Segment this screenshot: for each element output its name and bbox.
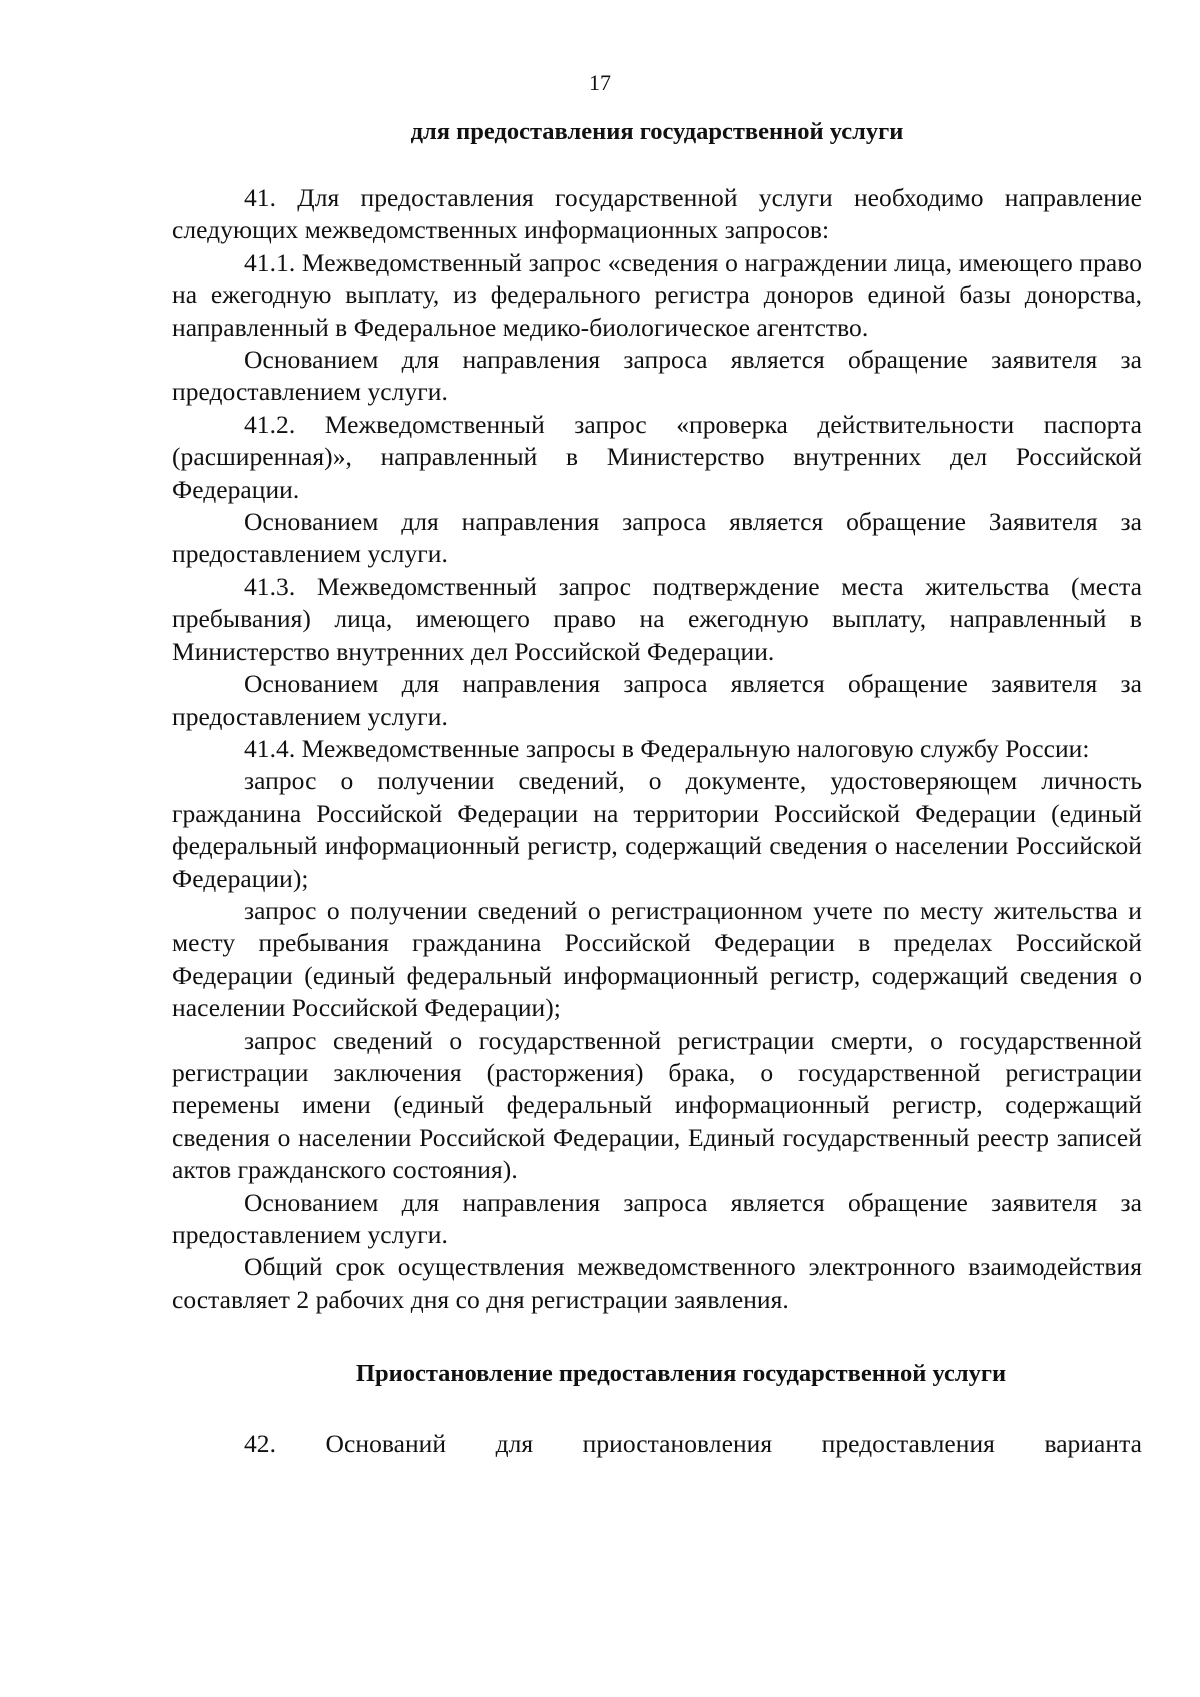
paragraph-41-3: 41.3. Межведомственный запрос подтверждение места жительства (места пребывания) лица, имеющего право на ежегодную выплату, направленный в Министерство внутренних дел Российской Федерации. <box>172 571 1142 666</box>
paragraph-total-term: Общий срок осуществления межведомственного электронного взаимодействия составляет 2 рабочих дня со дня регистрации заявления. <box>172 1252 1142 1314</box>
paragraph-41-4-request-3: запрос сведений о государственной регистрации смерти, о государственной регистрации заключения (расторжения) брака, о государственной регистрации перемены имени (единый федеральный информационный регистр, содержащий сведения о населении Российской Федерации, Единый государственный реестр записей актов гражданского состояния). <box>172 1025 1142 1185</box>
paragraph-41-3-basis: Основанием для направления запроса является обращение заявителя за предоставлением услуги. <box>172 669 1142 731</box>
page-number: 17 <box>589 70 611 95</box>
paragraph-41-2: 41.2. Межведомственный запрос «проверка действительности паспорта (расширенная)», направленный в Министерство внутренних дел Российской Федерации. <box>172 409 1142 504</box>
paragraph-42: 42. Оснований для приостановления предоставления варианта <box>244 1429 1142 1459</box>
paragraph-41-1: 41.1. Межведомственный запрос «сведения о награждении лица, имеющего право на ежегодную выплату, из федерального регистра доноров единой базы донорства, направленный в Федеральное медико-биологическое агентство. <box>172 247 1142 342</box>
section-heading-top: для предоставления государственной услуги <box>410 118 904 145</box>
paragraph-41-1-basis: Основанием для направления запроса является обращение заявителя за предоставлением услуги. <box>172 345 1142 407</box>
paragraph-41-4-request-1: запрос о получении сведений, о документе, удостоверяющем личность гражданина Российской Федерации на территории Российской Федерации (единый федеральный информационный регистр, содержащий сведения о населении Российской Федерации); <box>172 766 1142 893</box>
paragraph-41-4: 41.4. Межведомственные запросы в Федеральную налоговую службу России: <box>244 733 1090 763</box>
section-heading-suspension: Приостановление предоставления государственной услуги <box>355 1360 1007 1388</box>
document-body <box>172 116 1142 1461</box>
paragraph-41-4-basis: Основанием для направления запроса является обращение заявителя за предоставлением услуги. <box>172 1187 1142 1249</box>
paragraph-41: 41. Для предоставления государственной услуги необходимо направление следующих межведомственных информационных запросов: <box>172 183 1142 245</box>
paragraph-41-2-basis: Основанием для направления запроса является обращение Заявителя за предоставлением услуги. <box>172 507 1142 569</box>
paragraph-41-4-request-2: запрос о получении сведений о регистрационном учете по месту жительства и месту пребывания гражданина Российской Федерации в пределах Российской Федерации (единый федеральный информационный регистр, содержащий сведения о населении Российской Федерации); <box>172 895 1142 1023</box>
